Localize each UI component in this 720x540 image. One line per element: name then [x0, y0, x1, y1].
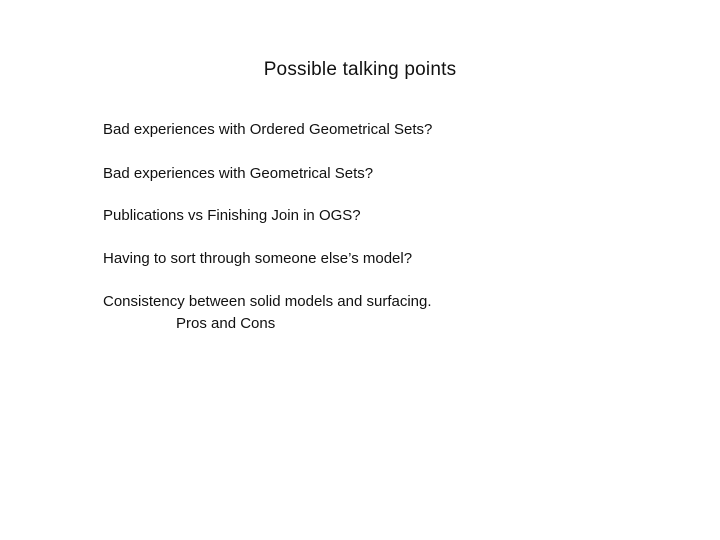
talking-point: Bad experiences with Ordered Geometrical Sets? — [103, 121, 433, 138]
slide-title: Possible talking points — [263, 59, 457, 80]
talking-sub-point: Pros and Cons — [176, 315, 276, 332]
talking-point: Bad experiences with Geometrical Sets? — [103, 165, 374, 182]
talking-point: Consistency between solid models and surfacing. — [103, 293, 432, 310]
talking-point: Having to sort through someone else’s model? — [103, 250, 413, 267]
talking-point: Publications vs Finishing Join in OGS? — [103, 207, 361, 224]
